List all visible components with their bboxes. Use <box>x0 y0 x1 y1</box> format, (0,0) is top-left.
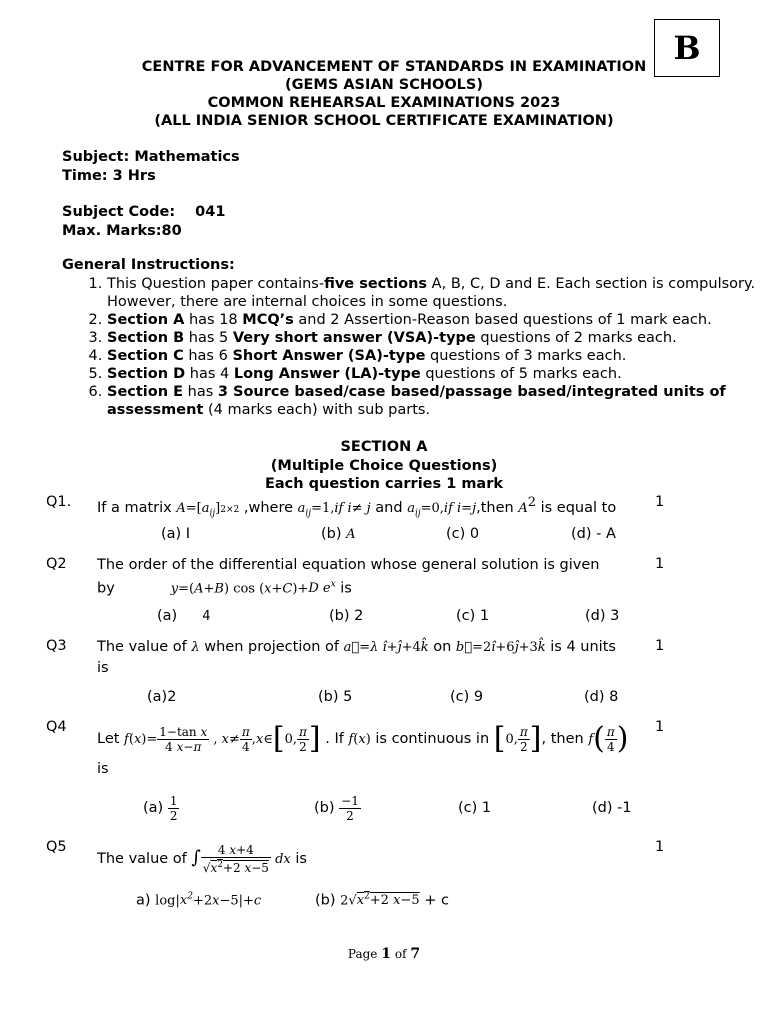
option-b: (b) 5 <box>318 689 353 705</box>
question-text: Let f(x)= $\frac{\text{1−tan x}}{4 x-\pi}$ , x≠ $\frac{\pi}{4}$ ,x∈[0, $\frac{\pi}{2}$ ] . If f(x) is continuous in [0, $\frac{\pi}{2}$ ], then f( $\frac{\pi}{4}$ ) is <box>97 721 629 777</box>
instruction-item: 3. Section B has 5 Very short answer (VSA)-type questions of 2 marks each. <box>107 329 757 347</box>
question-marks: 1 <box>655 494 665 510</box>
question-marks: 1 <box>655 839 665 855</box>
question-number: Q1. <box>46 494 72 510</box>
option-c: (c) 1 <box>456 608 490 624</box>
header-line-4: (ALL INDIA SENIOR SCHOOL CERTIFICATE EXAMINATION) <box>154 113 614 129</box>
subject-block <box>62 148 240 186</box>
option-d: (d) - A <box>571 526 616 542</box>
code-block <box>62 203 225 241</box>
option-a: (a) I <box>161 526 191 542</box>
option-a: (a) $\frac{1}{2}$ <box>143 793 178 823</box>
option-a: (a) 4 <box>157 608 211 624</box>
subject-code: Subject Code: 041 <box>62 204 226 220</box>
instruction-item: 4. Section C has 6 Short Answer (SA)-type questions of 3 marks each. <box>107 347 757 365</box>
option-c: (c) 1 <box>458 800 492 816</box>
option-d: (d) 8 <box>584 689 619 705</box>
question-number: Q3 <box>46 638 67 654</box>
question-marks: 1 <box>655 556 665 572</box>
instruction-item: 2. Section A has 18 MCQ’s and 2 Assertion-Reason based questions of 1 mark each. <box>107 311 757 329</box>
instruction-item: 5. Section D has 4 Long Answer (LA)-type questions of 5 marks each. <box>107 365 757 383</box>
time-label: Time: 3 Hrs <box>62 168 156 184</box>
exam-header <box>0 58 768 130</box>
option-a: (a)2 <box>147 689 177 705</box>
question-number: Q4 <box>46 719 67 735</box>
instructions-title: General Instructions: <box>62 257 235 273</box>
option-b: (b) 2 <box>329 608 364 624</box>
question-number: Q2 <box>46 556 67 572</box>
set-label-box: B <box>654 19 720 77</box>
option-c: (c) 9 <box>450 689 484 705</box>
header-line-3: COMMON REHEARSAL EXAMINATIONS 2023 <box>207 95 561 111</box>
question-marks: 1 <box>655 719 665 735</box>
max-marks: Max. Marks:80 <box>62 223 182 239</box>
question-text: If a matrix $A=[a_{ij}]2\times 2$ ,where $a_{ij}=1,if$ i≠ j and $a_{ij}=0,if$ i=j,then $A^2$ is equal to <box>97 495 617 519</box>
subject-label: Subject: Mathematics <box>62 149 240 165</box>
option-d: (d) -1 <box>592 800 632 816</box>
section-note: Each question carries 1 mark <box>264 476 504 492</box>
section-title: SECTION A <box>340 439 428 455</box>
instructions-list <box>62 275 757 419</box>
question-text: The value of ∫ $\frac{4 x+4}{√x^2+2 x-5}$ dx is <box>97 843 307 875</box>
instruction-item: 6. Section E has 3 Source based/case based/passage based/integrated units of assessment (4 marks each) with sub parts. <box>107 383 757 419</box>
header-line-1: CENTRE FOR ADVANCEMENT OF STANDARDS IN EXAMINATION <box>141 59 647 75</box>
question-marks: 1 <box>655 638 665 654</box>
question-text: The order of the differential equation whose general solution is given by y=(A+B) cos (x+C)+D $e^x$ is <box>97 557 600 597</box>
question-number: Q5 <box>46 839 67 855</box>
section-subtitle: (Multiple Choice Questions) <box>270 458 498 474</box>
option-d: (d) 3 <box>585 608 620 624</box>
header-line-2: (GEMS ASIAN SCHOOLS) <box>284 77 483 93</box>
question-text: The value of λ when projection of a⃗=λ î+ĵ+4k̂ on b⃗=2î+6ĵ+3k̂ is 4 units is <box>97 639 616 676</box>
option-b: (b) $\frac{-1}{2}$ <box>314 793 359 823</box>
instruction-item: 1. This Question paper contains-five sections A, B, C, D and E. Each section is compulsory. However, there are internal choices in some questions. <box>107 275 757 311</box>
page-footer: Page 1 of 7 <box>347 946 421 962</box>
option-c: (c) 0 <box>446 526 480 542</box>
option-a: a) $\log|x^2+2x-5|+c$ <box>136 892 262 909</box>
option-b: (b) $2√x^2+2$ x−5 + c <box>315 892 449 909</box>
option-b: (b) A <box>321 526 356 542</box>
